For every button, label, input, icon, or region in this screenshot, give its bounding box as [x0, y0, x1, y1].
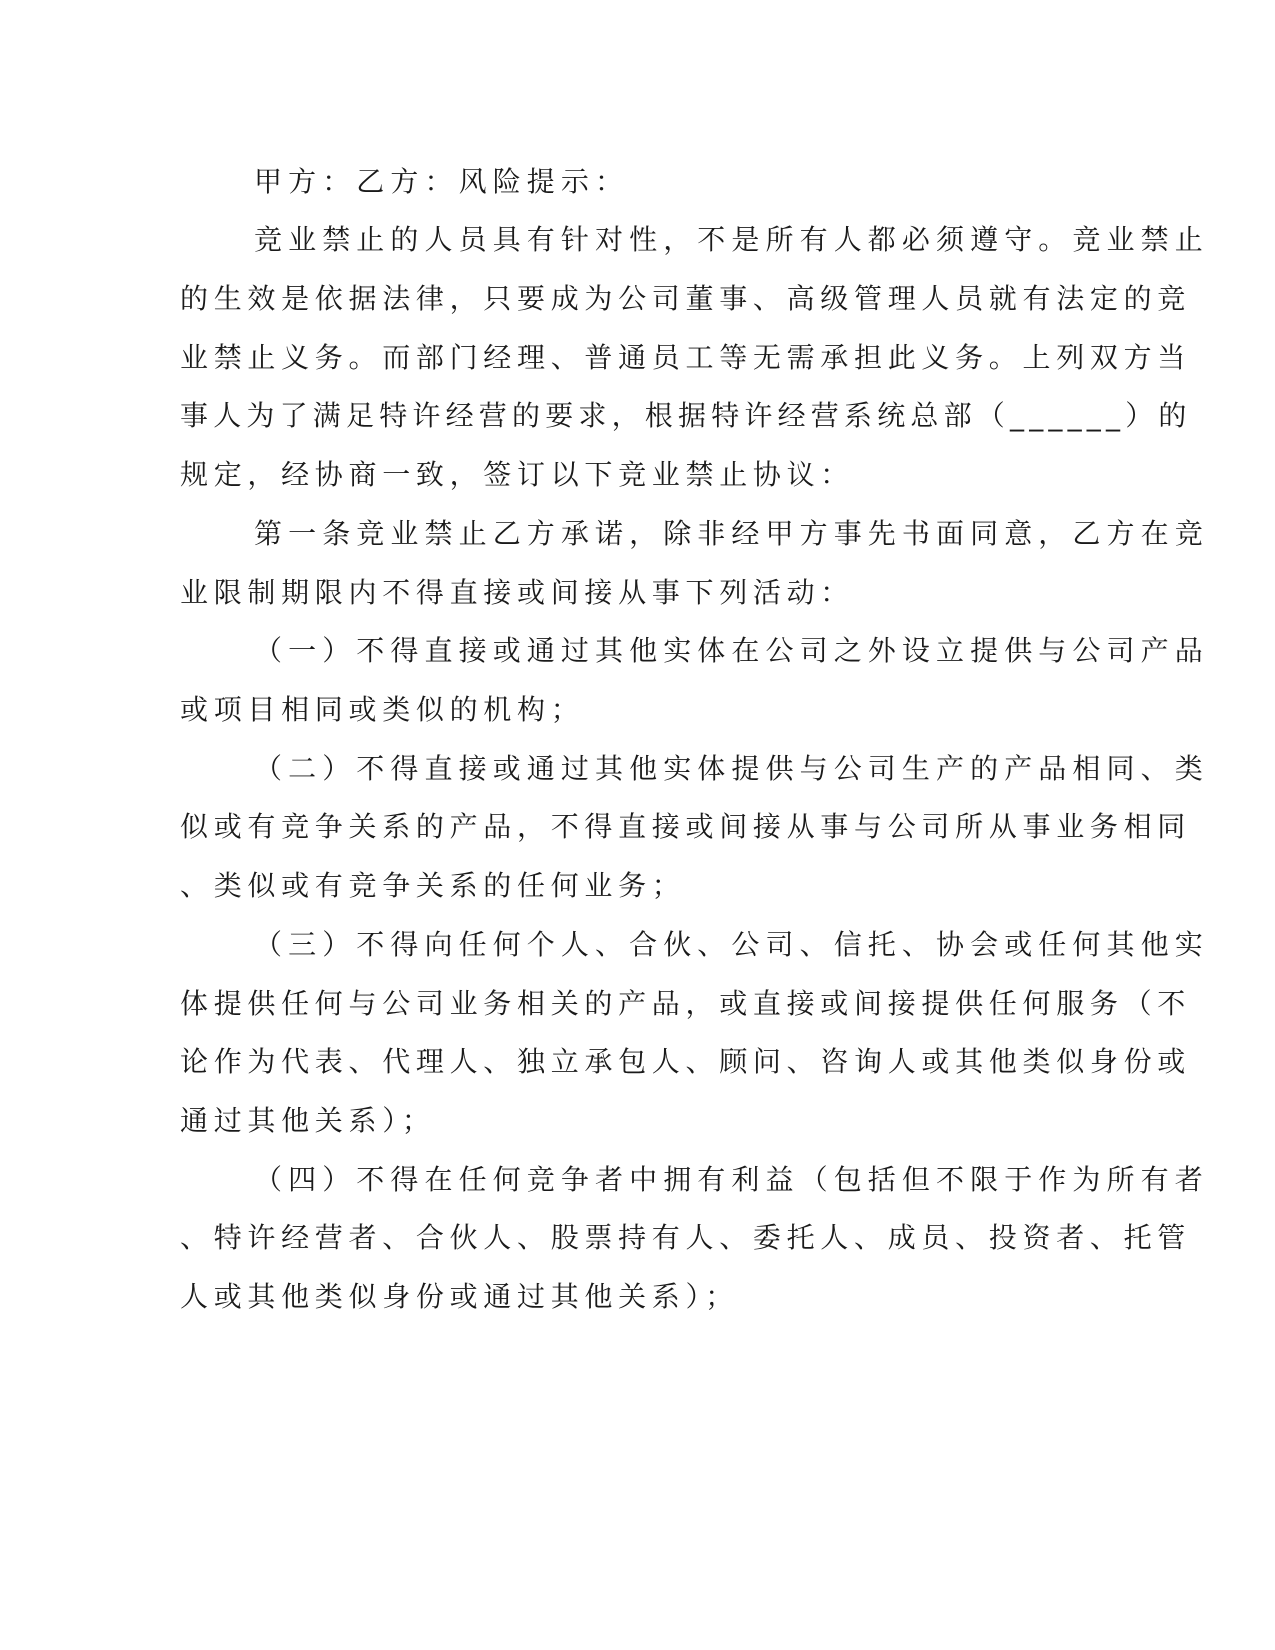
clause-three-line: 论作为代表、代理人、独立承包人、顾问、咨询人或其他类似身份或 — [180, 1045, 1192, 1078]
clause-two-line: 、类似或有竞争关系的任何业务； — [180, 869, 686, 902]
clause-one-line: 或项目相同或类似的机构； — [180, 693, 585, 726]
article-one-line: 第一条竞业禁止乙方承诺，除非经甲方事先书面同意，乙方在竞 — [254, 517, 1209, 550]
clause-three-line: （三）不得向任何个人、合伙、公司、信托、协会或任何其他实 — [254, 928, 1209, 961]
paragraph-line: 事人为了满足特许经营的要求，根据特许经营系统总部（______）的 — [180, 399, 1192, 432]
party-and-risk-heading: 甲方：乙方：风险提示： — [254, 165, 630, 198]
paragraph-line: 规定，经协商一致，签订以下竞业禁止协议： — [180, 458, 855, 491]
clause-four-line: 人或其他类似身份或通过其他关系）； — [180, 1280, 739, 1313]
paragraph-line: 业禁止义务。而部门经理、普通员工等无需承担此义务。上列双方当 — [180, 341, 1192, 374]
clause-four-line: 、特许经营者、合伙人、股票持有人、委托人、成员、投资者、托管 — [180, 1221, 1192, 1254]
article-one-line: 业限制期限内不得直接或间接从事下列活动： — [180, 576, 855, 609]
paragraph-line: 竞业禁止的人员具有针对性，不是所有人都必须遵守。竞业禁止 — [254, 223, 1209, 256]
clause-four-line: （四）不得在任何竞争者中拥有利益（包括但不限于作为所有者 — [254, 1163, 1209, 1196]
clause-three-line: 通过其他关系）； — [180, 1104, 436, 1137]
clause-two-line: 似或有竞争关系的产品，不得直接或间接从事与公司所从事业务相同 — [180, 810, 1192, 843]
clause-two-line: （二）不得直接或通过其他实体提供与公司生产的产品相同、类 — [254, 752, 1209, 785]
paragraph-line: 的生效是依据法律，只要成为公司董事、高级管理人员就有法定的竞 — [180, 282, 1192, 315]
clause-three-line: 体提供任何与公司业务相关的产品，或直接或间接提供任何服务（不 — [180, 987, 1192, 1020]
clause-one-line: （一）不得直接或通过其他实体在公司之外设立提供与公司产品 — [254, 634, 1209, 667]
